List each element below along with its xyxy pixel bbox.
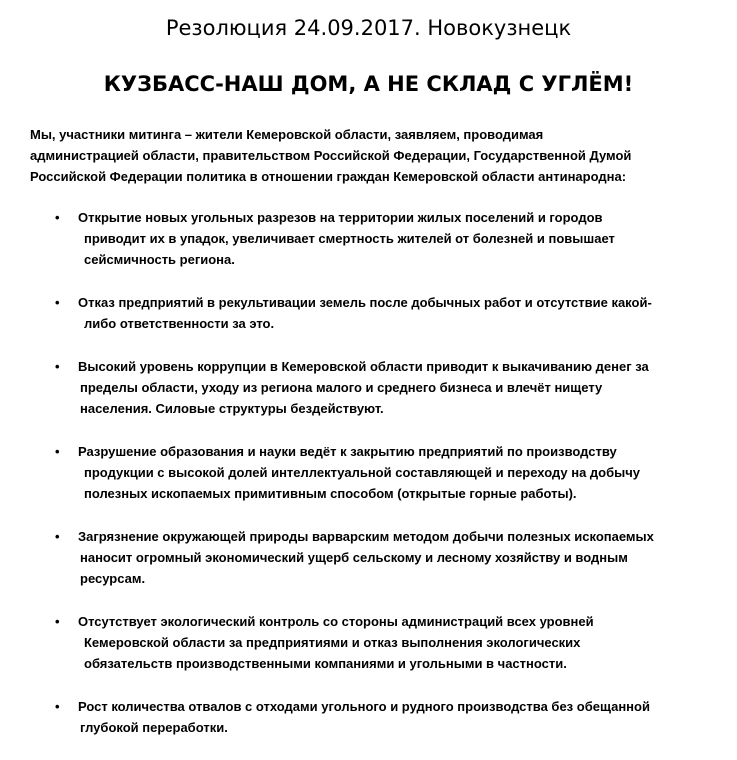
list-item	[0, 356, 737, 419]
list-item	[0, 292, 737, 334]
item-line: Отказ предприятий в рекультивации земель после добычных работ и отсутствие какой-	[78, 295, 652, 310]
item-line: сейсмичность региона.	[84, 252, 235, 267]
list-item	[0, 441, 737, 504]
intro-line: Российской Федерации политика в отношении граждан Кемеровской области антинародна:	[30, 169, 627, 184]
list-item	[0, 526, 737, 589]
item-line: Рост количества отвалов с отходами угольного и рудного производства без обещанной	[78, 699, 650, 714]
item-line: пределы области, уходу из региона малого и среднего бизнеса и влечёт нищету	[80, 380, 603, 395]
intro-paragraph	[30, 124, 730, 187]
bullet-icon: •	[55, 359, 60, 374]
item-line: либо ответственности за это.	[84, 316, 275, 331]
grievance-list	[0, 207, 737, 760]
intro-line: Мы, участники митинга – жители Кемеровской области, заявляем, проводимая	[30, 127, 544, 142]
list-item	[0, 611, 737, 674]
item-line: приводит их в упадок, увеличивает смертность жителей от болезней и повышает	[84, 231, 615, 246]
item-line: продукции с высокой долей интеллектуальной составляющей и переходу на добычу	[84, 465, 641, 480]
item-line: населения. Силовые структуры бездействуют.	[80, 401, 384, 416]
item-line: Высокий уровень коррупции в Кемеровской области приводит к выкачиванию денег за	[78, 359, 649, 374]
bullet-icon: •	[55, 295, 60, 310]
item-line: ресурсам.	[80, 571, 146, 586]
item-line: обязательств производственными компаниями и угольными в частности.	[84, 656, 567, 671]
bullet-icon: •	[55, 614, 60, 629]
list-item	[0, 696, 737, 738]
item-line: Отсутствует экологический контроль со стороны администраций всех уровней	[78, 614, 594, 629]
item-line: глубокой переработки.	[80, 720, 228, 735]
document-title: Резолюция 24.09.2017. Новокузнецк	[165, 16, 572, 40]
bullet-icon: •	[55, 699, 60, 714]
item-line: Кемеровской области за предприятиями и отказ выполнения экологических	[84, 635, 581, 650]
item-line: Открытие новых угольных разрезов на территории жилых поселений и городов	[78, 210, 603, 225]
item-line: наносит огромный экономический ущерб сельскому и лесному хозяйству и водным	[80, 550, 628, 565]
list-item	[0, 207, 737, 270]
item-line: Разрушение образования и науки ведёт к закрытию предприятий по производству	[78, 444, 617, 459]
bullet-icon: •	[55, 444, 60, 459]
item-line: Загрязнение окружающей природы варварским методом добычи полезных ископаемых	[78, 529, 654, 544]
intro-line: администрацией области, правительством Российской Федерации, Государственной Думой	[30, 148, 632, 163]
bullet-icon: •	[55, 210, 60, 225]
item-line: полезных ископаемых примитивным способом (открытые горные работы).	[84, 486, 577, 501]
document-headline: КУЗБАСС-НАШ ДОМ, А НЕ СКЛАД С УГЛЁМ!	[103, 72, 634, 96]
bullet-icon: •	[55, 529, 60, 544]
